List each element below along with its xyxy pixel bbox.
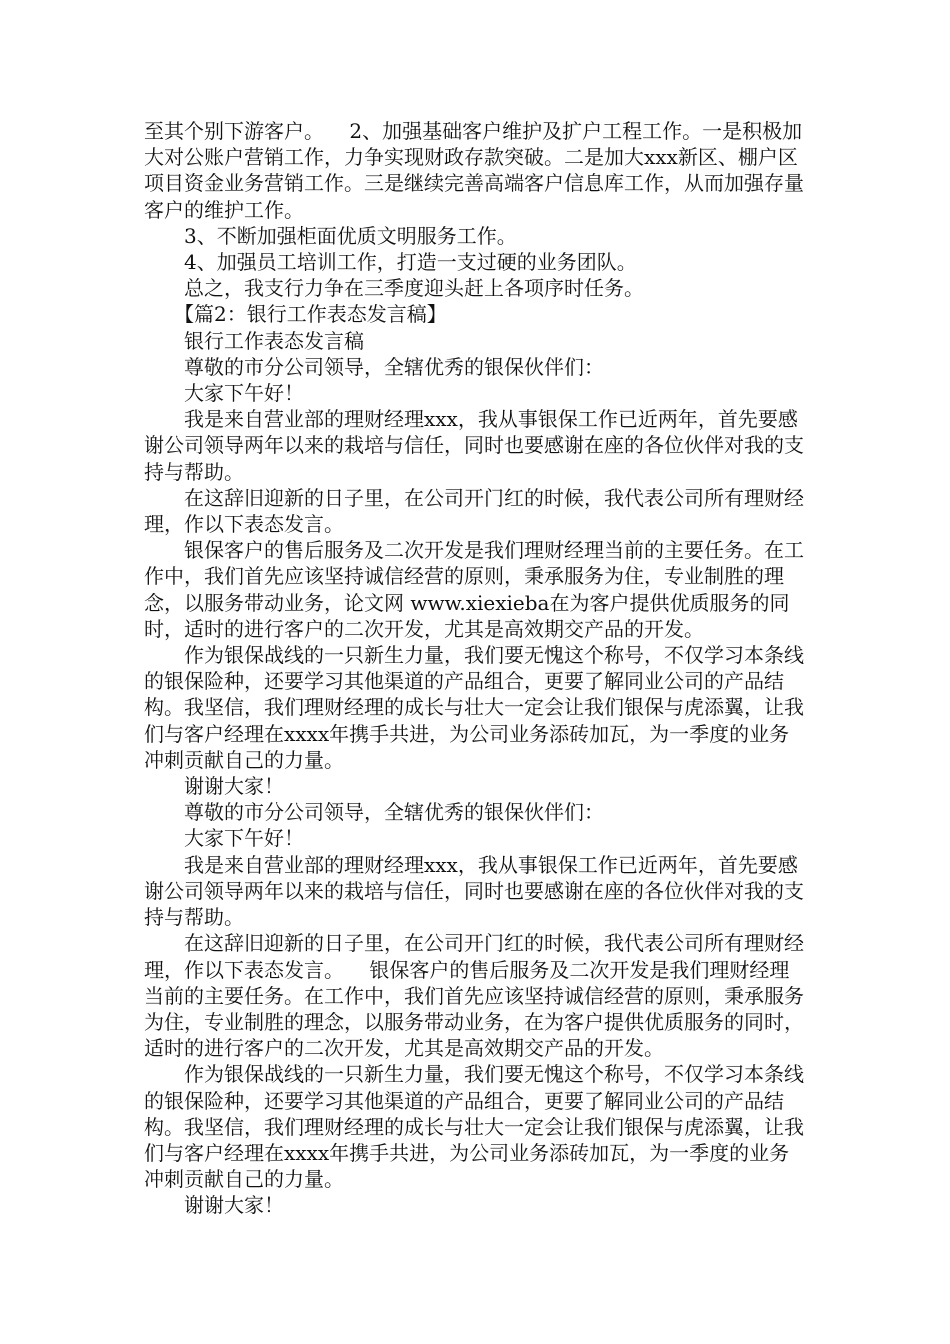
- greeting: 大家下午好！: [184, 381, 304, 406]
- paragraph: 我是来自营业部的理财经理xxx，我从事银保工作已近两年，首先要感谢公司领导两年以来的栽培与信任，同时也要感谢在座的各位伙伴对我的支持与帮助。: [144, 852, 804, 930]
- document-body: [144, 118, 808, 1219]
- salutation: 尊敬的市分公司领导，全辖优秀的银保伙伴们：: [184, 800, 604, 825]
- document-title: 银行工作表态发言稿: [184, 328, 364, 353]
- paragraph: 在这辞旧迎新的日子里，在公司开门红的时候，我代表公司所有理财经理，作以下表态发言。 银保客户的售后服务及二次开发是我们理财经理当前的主要任务。在工作中，我们首先应该坚持诚信经营的原则，秉承服务为住，专业制胜的理念，以服务带动业务，在为客户提供优质服务的同时，适时的进行客户的二次开发，尤其是高效期交产品的开发。: [144, 931, 804, 1061]
- paragraph: 作为银保战线的一只新生力量，我们要无愧这个称号，不仅学习本条线的银保险种，还要学习其他渠道的产品组合，更要了解同业公司的产品结构。我坚信，我们理财经理的成长与壮大一定会让我们银保与虎添翼，让我们与客户经理在xxxx年携手共进，为公司业务添砖加瓦，为一季度的业务冲刺贡献自己的力量。: [144, 643, 804, 772]
- closing: 谢谢大家！: [184, 774, 284, 799]
- section-heading: 【篇2：银行工作表态发言稿】: [174, 302, 447, 327]
- paragraph: 在这辞旧迎新的日子里，在公司开门红的时候，我代表公司所有理财经理，作以下表态发言。: [144, 485, 804, 537]
- greeting: 大家下午好！: [184, 826, 304, 851]
- salutation: 尊敬的市分公司领导，全辖优秀的银保伙伴们：: [184, 354, 604, 379]
- closing: 谢谢大家！: [184, 1193, 284, 1218]
- paragraph: 作为银保战线的一只新生力量，我们要无愧这个称号，不仅学习本条线的银保险种，还要学习其他渠道的产品组合，更要了解同业公司的产品结构。我坚信，我们理财经理的成长与壮大一定会让我们银保与虎添翼，让我们与客户经理在xxxx年携手共进，为公司业务添砖加瓦，为一季度的业务冲刺贡献自己的力量。: [144, 1062, 804, 1192]
- paragraph: 3、不断加强柜面优质文明服务工作。: [184, 223, 517, 248]
- paragraph: 银保客户的售后服务及二次开发是我们理财经理当前的主要任务。在工作中，我们首先应该坚持诚信经营的原则，秉承服务为住，专业制胜的理念，以服务带动业务，论文网 www.xiexieba在为客户提供优质服务的同时，适时的进行客户的二次开发，尤其是高效期交产品的开发。: [144, 538, 804, 641]
- paragraph: 至其个别下游客户。 2、加强基础客户维护及扩户工程工作。一是积极加大对公账户营销工作，力争实现财政存款突破。二是加大xxx新区、棚户区项目资金业务营销工作。三是继续完善高端客户信息库工作，从而加强存量客户的维护工作。: [144, 119, 804, 222]
- paragraph: 总之，我支行力争在三季度迎头赶上各项序时任务。: [184, 276, 644, 301]
- paragraph: 4、加强员工培训工作，打造一支过硬的业务团队。: [184, 250, 637, 275]
- paragraph: 我是来自营业部的理财经理xxx，我从事银保工作已近两年，首先要感谢公司领导两年以来的栽培与信任，同时也要感谢在座的各位伙伴对我的支持与帮助。: [144, 407, 804, 484]
